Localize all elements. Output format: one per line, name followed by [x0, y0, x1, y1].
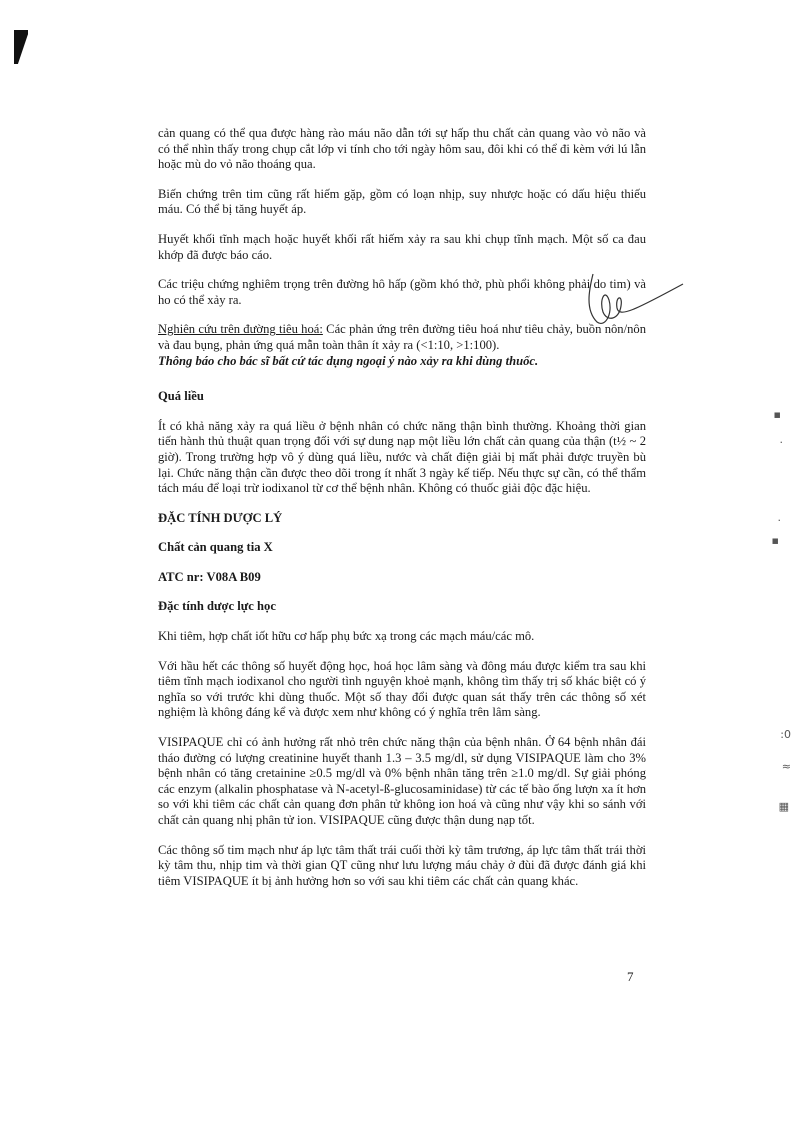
paragraph-cns: cản quang có thể qua được hàng rào máu não dẫn tới sự hấp thu chất cản quang vào vỏ não và có thể nhìn thấy trong chụp cắt lớp vi tính cho tới ngày hôm sau, đôi khi có thể đi kèm với lú lẫn hoặc mù do vỏ não thoáng qua.: [158, 126, 646, 172]
paragraph-respiratory: Các triệu chứng nghiêm trọng trên đường hô hấp (gồm khó thở, phù phổi không phải do tim) và ho có thể xảy ra.: [158, 277, 646, 307]
scan-edge-marks: ▪ · · ▪ :0 ≈ ▦: [771, 408, 791, 813]
paragraph-hemodynamics: Với hầu hết các thông số huyết động học, hoá học lâm sàng và đông máu được kiểm tra sau khi tiêm tĩnh mạch iodixanol cho người tình nguyện khoẻ mạnh, không tìm thấy trị số khác biệt có ý nghĩa so với trước khi dùng thuốc. Một số thay đổi được quan sát thấy trên các thông số xét nghiệm là không đáng kể và được xem như không có ý nghĩa trên lâm sàng.: [158, 658, 646, 720]
paragraph-gi: [158, 322, 646, 353]
pd-text: Khi tiêm, hợp chất iốt hữu cơ hấp phụ bức xạ trong các mạch máu/các mô.: [158, 629, 535, 644]
gi-text: Các phản ứng trên đường tiêu hoá như tiêu chảy, buồn nôn/nôn và đau bụng, phản ứng quá mẫn toàn thân ít xảy ra (<1:10, >1:100).: [158, 322, 646, 352]
gi-label: Nghiên cứu trên đường tiêu hoá:: [158, 322, 323, 337]
overdose-text: Ít có khả năng xảy ra quá liều ở bệnh nhân có chức năng thận bình thường. Khoảng thời gian tiến hành thủ thuật quan trọng đối với sự dung nạp một liều lớn chất cản quang của thận (t½ ~ 2 giờ). Trong trường hợp vô ý dùng quá liều, nước và chất điện giải bị mất phải được truyền bù lại. Chức năng thận cần được theo dõi trong ít nhất 3 ngày kế tiếp. Nếu thực sự cần, có thể thẩm tách máu để loại trừ iodixanol từ cơ thể bệnh nhân. Không có thuốc giải độc đặc hiệu.: [158, 418, 646, 496]
paragraph-thrombosis: Huyết khối tĩnh mạch hoặc huyết khối rất hiếm xảy ra sau khi chụp tĩnh mạch. Một số ca đau khớp đã được báo cáo.: [158, 231, 646, 262]
paragraph-renal: VISIPAQUE chỉ có ảnh hưởng rất nhỏ trên chức năng thận của bệnh nhân. Ở 64 bệnh nhân đái tháo đường có lượng creatinine huyết thanh 1.3 – 3.5 mg/dl, sử dụng VISIPAQUE làm cho 3% bệnh nhân có tăng cretainine ≥0.5 mg/dl và 0% bệnh nhân tăng trên ≥1.0 mg/dl. Sự giải phóng các enzym (alkalin phosphatase và N-acetyl-ß-glucosaminidase) từ các tế bào ống lượn xa ít hơn so với khi tiêm các chất cản quang đơn phân tử không ion hoá và cũng như vậy khi so sánh với chất cản quang nhị phân tử ion. VISIPAQUE cũng được thận dung nạp tốt.: [158, 735, 646, 827]
paragraph-cardiac: Biến chứng trên tim cũng rất hiếm gặp, gồm có loạn nhịp, suy nhược hoặc có dấu hiệu thiếu máu. Có thể bị tăng huyết áp.: [158, 186, 646, 217]
scan-corner-mark: [14, 30, 28, 64]
main-text: [158, 126, 646, 903]
pharmacology-heading: ĐẶC TÍNH DƯỢC LÝ: [158, 510, 283, 525]
overdose-title: Quá liều: [158, 389, 204, 404]
atc-code: ATC nr: V08A B09: [158, 569, 261, 584]
drug-class: Chất cản quang tia X: [158, 540, 273, 555]
paragraph-cardiovascular: Các thông số tim mạch như áp lực tâm thất trái cuối thời kỳ tâm trương, áp lực tâm thất trái thời kỳ tâm thu, nhịp tim và thời gian QT cũng như lưu lượng máu chảy ở đùi đã được đánh giá khi tiêm VISIPAQUE ít bị ảnh hưởng hơn so với sau khi tiêm các chất cản quang khác.: [158, 842, 646, 888]
notice-text: Thông báo cho bác sĩ bất cứ tác dụng ngoại ý nào xảy ra khi dùng thuốc.: [158, 353, 539, 368]
pd-title: Đặc tính dược lực học: [158, 599, 276, 614]
page-number: 7: [627, 969, 634, 984]
